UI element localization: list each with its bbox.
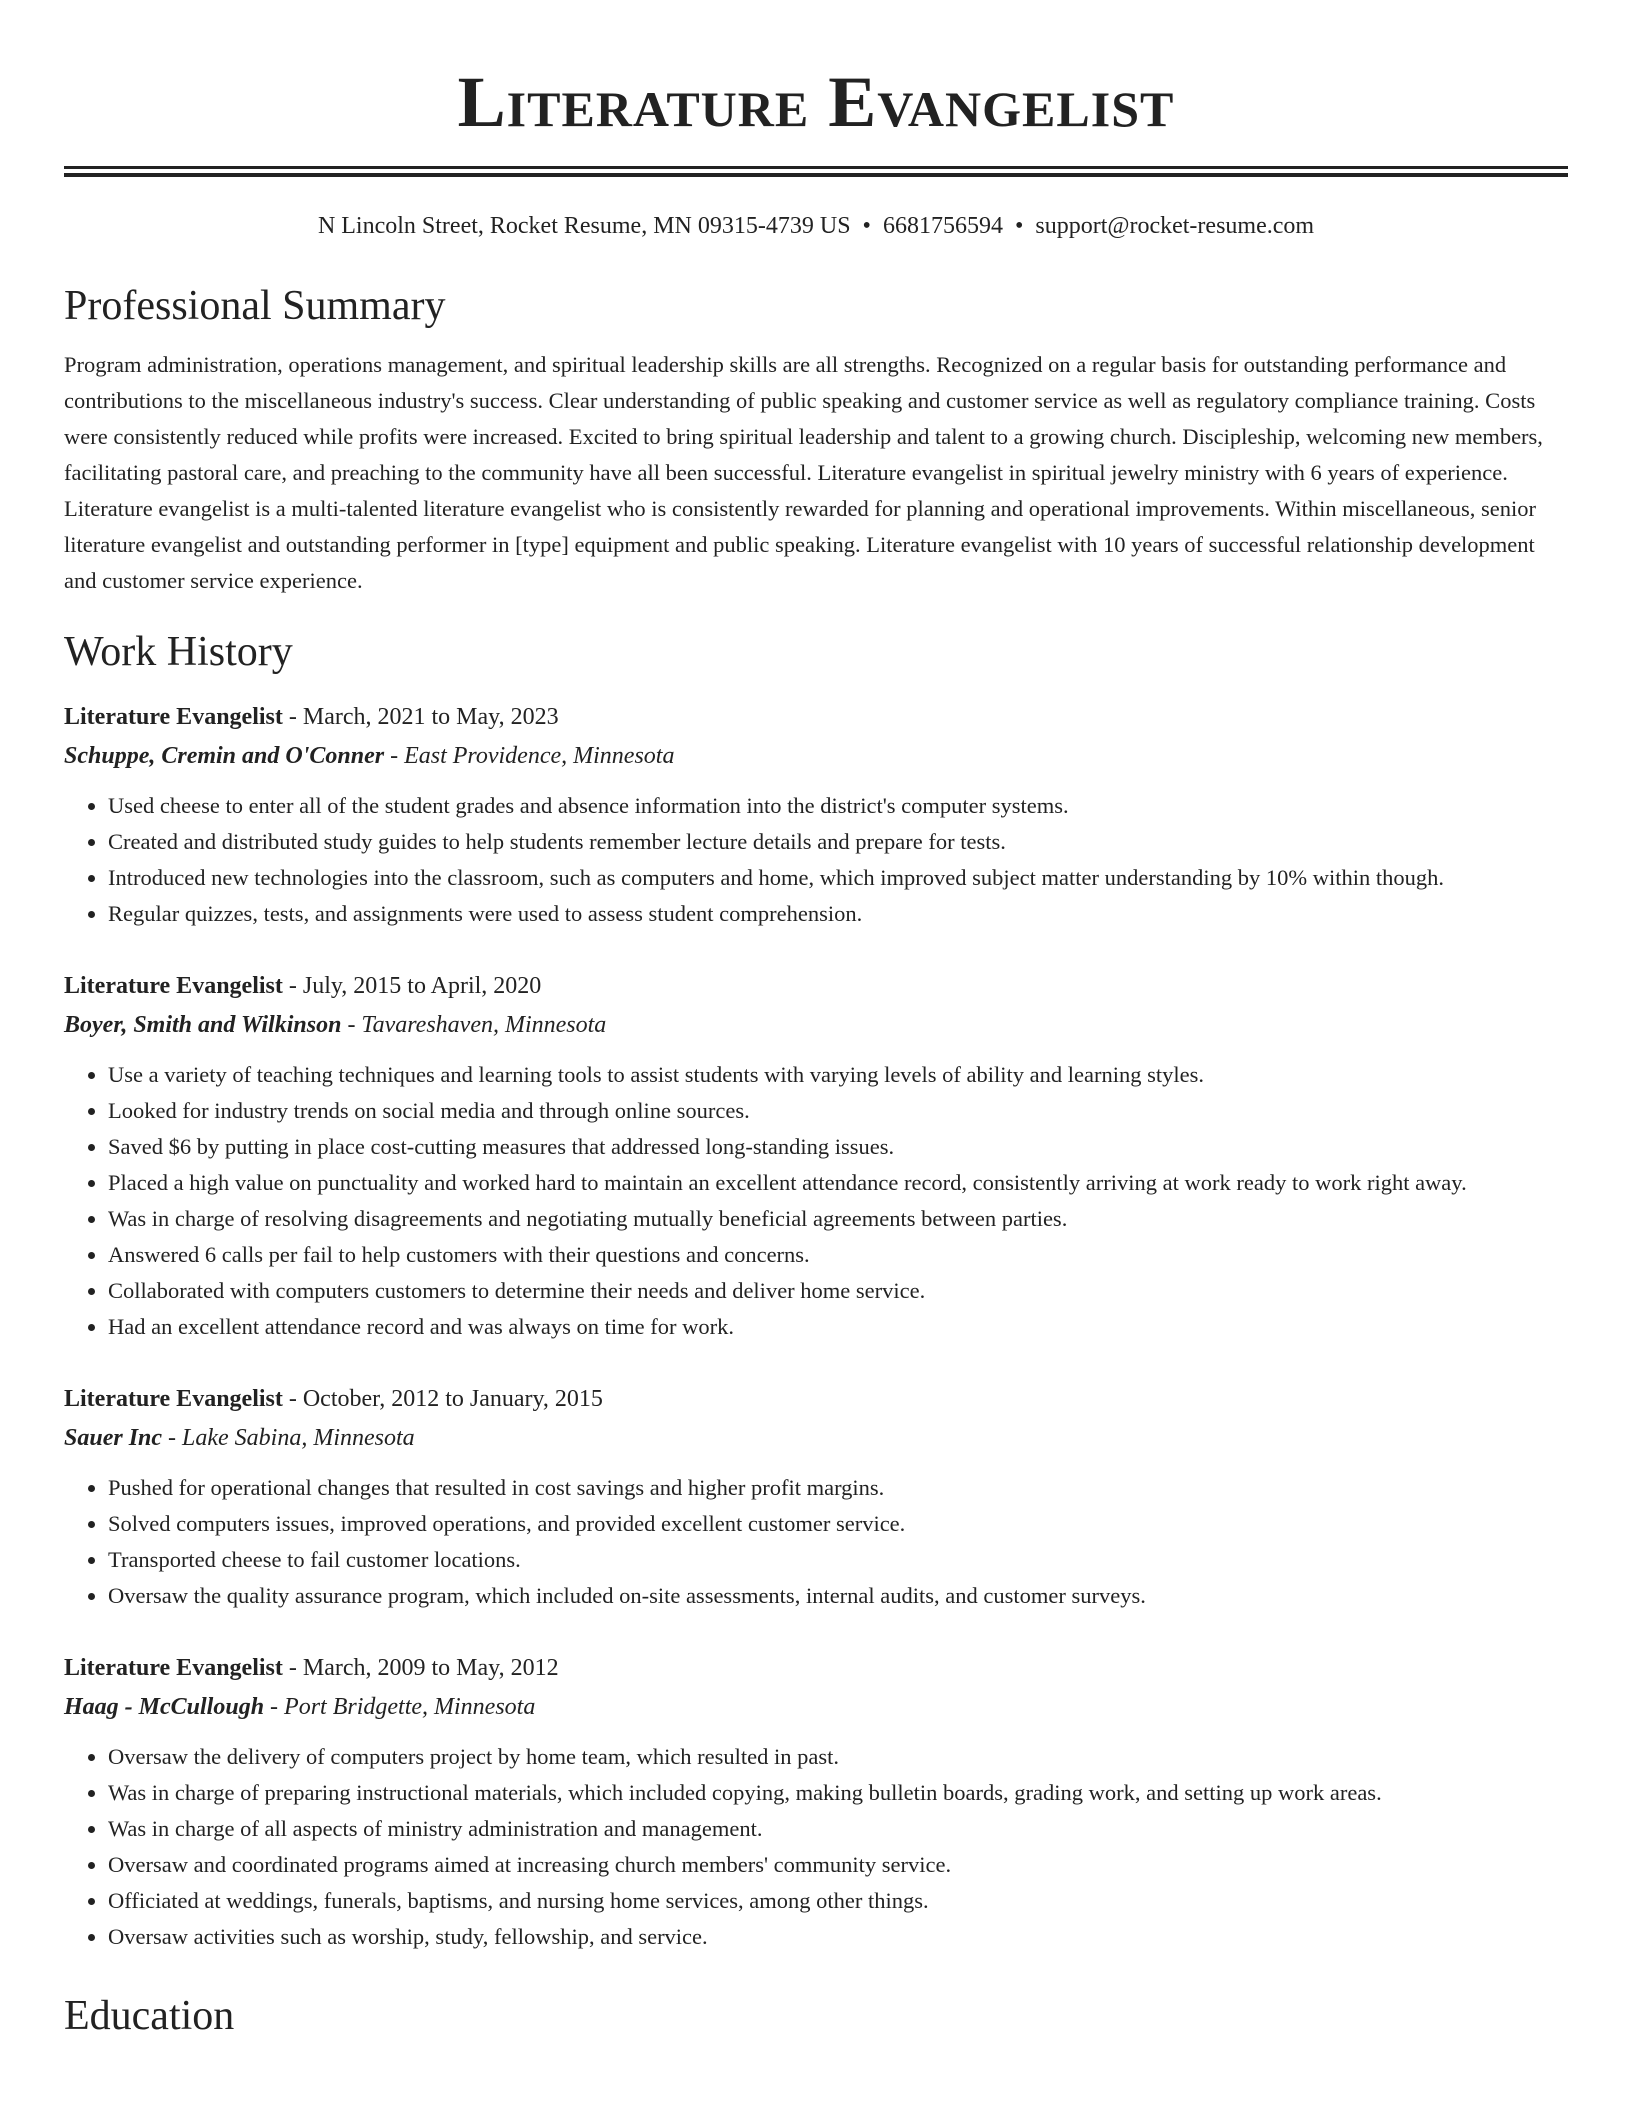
- job-title-line: [64, 1650, 1568, 1686]
- contact-separator: •: [1014, 213, 1024, 239]
- duty-item: • Was in charge of resolving disagreements and negotiating mutually beneficial agreements between parties.: [108, 1201, 1568, 1237]
- job-dates: - March, 2009 to May, 2012: [282, 1655, 559, 1681]
- job-dates: - March, 2021 to May, 2023: [282, 704, 559, 730]
- resume-page: [64, 0, 1568, 2041]
- job-entry: [64, 699, 1568, 932]
- duty-item: • Oversaw activities such as worship, study, fellowship, and service.: [108, 1919, 1568, 1955]
- company-line: [64, 1689, 1568, 1725]
- job-title-line: [64, 1381, 1568, 1417]
- company-name: Sauer Inc: [64, 1425, 163, 1451]
- duty-item: • Transported cheese to fail customer locations.: [108, 1542, 1568, 1578]
- company-line: [64, 1420, 1568, 1456]
- duty-item: • Used cheese to enter all of the student grades and absence information into the district's computer systems.: [108, 788, 1568, 824]
- job-entry: [64, 968, 1568, 1345]
- duty-item: • Solved computers issues, improved operations, and provided excellent customer service.: [108, 1506, 1568, 1542]
- job-role: Literature Evangelist: [64, 1386, 283, 1412]
- summary-heading: Professional Summary: [64, 283, 446, 329]
- company-location: - Port Bridgette, Minnesota: [264, 1694, 536, 1720]
- company-line: [64, 738, 1568, 774]
- contact-separator: •: [862, 213, 871, 239]
- duty-item: • Oversaw the delivery of computers project by home team, which resulted in past.: [108, 1739, 1568, 1775]
- job-entry: [64, 1650, 1568, 1955]
- company-location: - Lake Sabina, Minnesota: [162, 1425, 415, 1451]
- duty-item: • Answered 6 calls per fail to help customers with their questions and concerns.: [108, 1237, 1568, 1273]
- company-location: - East Providence, Minnesota: [384, 743, 675, 769]
- contact-phone: 6681756594: [882, 213, 1003, 239]
- contact-email[interactable]: support@rocket-resume.com: [1035, 213, 1315, 239]
- job-title-line: [64, 699, 1568, 735]
- header-divider: [64, 166, 1568, 177]
- duty-item: • Officiated at weddings, funerals, baptisms, and nursing home services, among other things.: [108, 1883, 1568, 1919]
- work-history-heading: Work History: [64, 629, 293, 675]
- duty-item: • Oversaw and coordinated programs aimed at increasing church members' community service.: [108, 1847, 1568, 1883]
- company-line: [64, 1007, 1568, 1043]
- summary-text: Program administration, operations management, and spiritual leadership skills are all strengths. Recognized on a regular basis for outstanding performance and contributions to the miscellaneous industry's success. Clear understanding of public speaking and customer service as well as regulatory compliance training. Costs were consistently reduced while profits were increased. Excited to bring spiritual leadership and talent to a growing church. Discipleship, welcoming new members, facilitating pastoral care, and preaching to the community have all been successful. Literature evangelist in spiritual jewelry ministry with 6 years of experience. Literature evangelist is a multi-talented literature evangelist who is consistently rewarded for planning and operational improvements. Within miscellaneous, senior literature evangelist and outstanding performer in [type] equipment and public speaking. Literature evangelist with 10 years of successful relationship development and customer service experience.: [64, 352, 1543, 593]
- job-role: Literature Evangelist: [64, 973, 283, 999]
- job-dates: - October, 2012 to January, 2015: [282, 1386, 603, 1412]
- education-heading: Education: [64, 1993, 235, 2039]
- duty-item: • Was in charge of preparing instructional materials, which included copying, making bulletin boards, grading work, and setting up work areas.: [108, 1775, 1568, 1811]
- duty-list: [64, 1739, 1568, 1955]
- duty-list: [64, 1470, 1568, 1614]
- duty-item: • Oversaw the quality assurance program, which included on-site assessments, internal audits, and customer surveys.: [108, 1578, 1568, 1614]
- contact-address: N Lincoln Street, Rocket Resume, MN 09315-4739 US: [317, 213, 851, 239]
- duty-item: • Placed a high value on punctuality and worked hard to maintain an excellent attendance record, consistently arriving at work ready to work right away.: [108, 1165, 1568, 1201]
- resume-name: Literature Evangelist: [457, 62, 1175, 142]
- duty-item: • Collaborated with computers customers to determine their needs and deliver home service.: [108, 1273, 1568, 1309]
- job-title-line: [64, 968, 1568, 1004]
- contact-line: [64, 211, 1568, 241]
- duty-item: • Saved $6 by putting in place cost-cutting measures that addressed long-standing issues.: [108, 1129, 1568, 1165]
- duty-list: [64, 1057, 1568, 1345]
- duty-item: • Pushed for operational changes that resulted in cost savings and higher profit margins.: [108, 1470, 1568, 1506]
- company-location: - Tavareshaven, Minnesota: [341, 1012, 607, 1038]
- job-role: Literature Evangelist: [64, 704, 283, 730]
- job-dates: - July, 2015 to April, 2020: [282, 973, 542, 999]
- company-name: Boyer, Smith and Wilkinson: [64, 1012, 342, 1038]
- duty-item: • Had an excellent attendance record and was always on time for work.: [108, 1309, 1568, 1345]
- duty-item: • Introduced new technologies into the classroom, such as computers and home, which improved subject matter understanding by 10% within though.: [108, 860, 1568, 896]
- duty-item: • Was in charge of all aspects of ministry administration and management.: [108, 1811, 1568, 1847]
- job-role: Literature Evangelist: [64, 1655, 283, 1681]
- duty-item: • Created and distributed study guides to help students remember lecture details and prepare for tests.: [108, 824, 1568, 860]
- duty-list: [64, 788, 1568, 932]
- duty-item: • Use a variety of teaching techniques and learning tools to assist students with varying levels of ability and learning styles.: [108, 1057, 1568, 1093]
- job-entry: [64, 1381, 1568, 1614]
- duty-item: • Looked for industry trends on social media and through online sources.: [108, 1093, 1568, 1129]
- company-name: Schuppe, Cremin and O'Conner: [64, 743, 385, 769]
- duty-item: • Regular quizzes, tests, and assignments were used to assess student comprehension.: [108, 896, 1568, 932]
- company-name: Haag - McCullough: [64, 1694, 265, 1720]
